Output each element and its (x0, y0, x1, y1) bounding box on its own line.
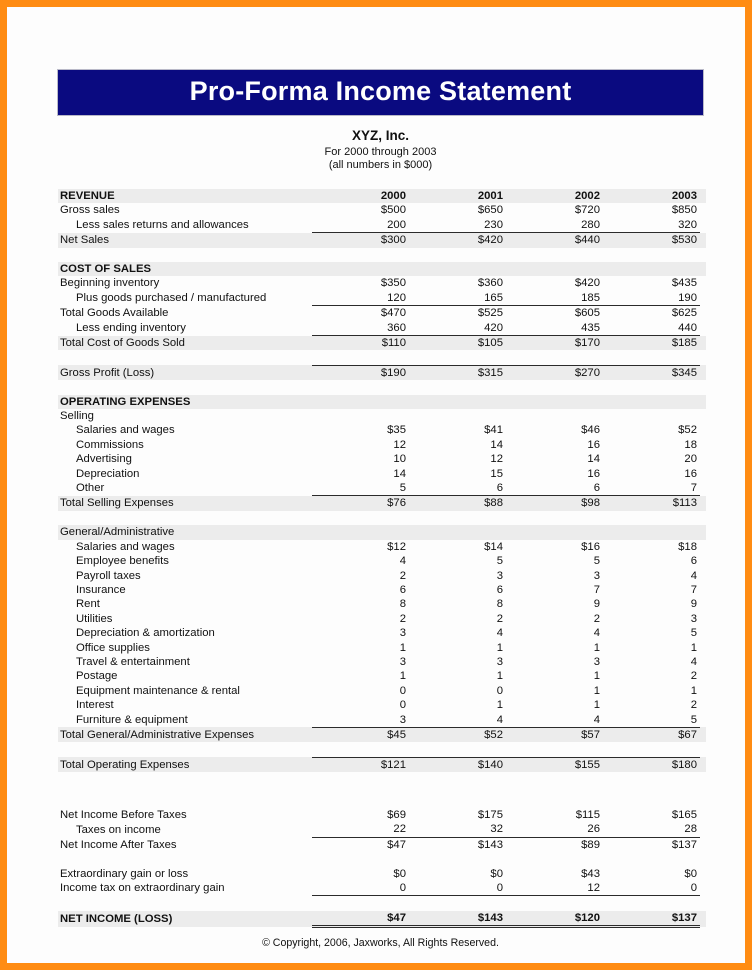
spacer-row (58, 801, 706, 808)
row-label: Utilities (76, 612, 113, 625)
row-label: Income tax on extraordinary gain (60, 882, 225, 895)
row-label: Furniture & equipment (76, 713, 188, 726)
cell-value: 32 (490, 823, 503, 836)
cell-value: 12 (393, 438, 406, 451)
table-row (58, 684, 706, 698)
subtotal-row-total-operating-expenses (58, 757, 706, 772)
row-label: Payroll taxes (76, 569, 141, 582)
cell-value: 26 (587, 823, 600, 836)
cell-value: $57 (506, 727, 603, 742)
spacer-row (58, 852, 706, 866)
cell-value: 1 (690, 641, 697, 654)
cell-value: 15 (490, 467, 503, 480)
subtotal-row-total-goods-available (58, 306, 706, 321)
subtotal-row-total-general-admin (58, 727, 706, 742)
cell-value: 3 (496, 655, 503, 668)
cell-value: 8 (399, 598, 406, 611)
table-row (58, 822, 706, 837)
section-label: OPERATING EXPENSES (58, 395, 312, 409)
cell-value: 360 (387, 321, 406, 334)
cell-value: 6 (399, 583, 406, 596)
cell-value: 10 (393, 453, 406, 466)
cell-value: $420 (574, 277, 600, 290)
cell-value: 4 (496, 713, 503, 726)
cell-value: 22 (393, 823, 406, 836)
cell-value: 1 (496, 699, 503, 712)
cell-value: 0 (399, 699, 406, 712)
cell-value: 2 (399, 612, 406, 625)
cell-value: 3 (496, 569, 503, 582)
row-label: Interest (76, 699, 114, 712)
cell-value: 4 (496, 627, 503, 640)
column-header-2003: 2003 (603, 189, 700, 203)
cell-value: $530 (603, 233, 700, 248)
cell-value: $41 (484, 424, 503, 437)
copyright-notice: © Copyright, 2006, Jaxworks, All Rights Reserved. (262, 937, 499, 950)
row-label: Commissions (76, 438, 144, 451)
cell-value: $45 (312, 727, 409, 742)
cell-value: $12 (387, 540, 406, 553)
cell-value: $605 (506, 306, 603, 321)
cell-value: 230 (484, 218, 503, 231)
cell-value: 6 (496, 583, 503, 596)
cell-value: 16 (587, 467, 600, 480)
cell-value: $14 (484, 540, 503, 553)
cell-value: $850 (671, 204, 697, 217)
cell-value: $500 (380, 204, 406, 217)
cell-value: $143 (409, 911, 506, 927)
cell-value: $140 (409, 757, 506, 772)
cell-value: 1 (399, 670, 406, 683)
cell-value: 1 (593, 684, 600, 697)
cell-value: $315 (409, 365, 506, 380)
row-label: Net Income After Taxes (60, 838, 177, 851)
cell-value: 2 (399, 569, 406, 582)
row-label: Net Sales (58, 233, 312, 248)
row-label: Depreciation & amortization (76, 627, 215, 640)
cell-value: 14 (587, 453, 600, 466)
row-label: Insurance (76, 583, 126, 596)
row-label: Taxes on income (76, 823, 161, 836)
cell-value: 9 (593, 598, 600, 611)
row-label: Salaries and wages (76, 424, 175, 437)
column-header-2001: 2001 (409, 189, 506, 203)
cell-value: $270 (506, 365, 603, 380)
row-label: Total General/Administrative Expenses (58, 727, 312, 742)
cell-value: $76 (312, 496, 409, 511)
table-row (58, 626, 706, 640)
document-page (7, 7, 745, 963)
cell-value: 120 (387, 291, 406, 304)
cell-value: $69 (387, 808, 406, 821)
cell-value: 1 (593, 699, 600, 712)
cell-value: $170 (506, 336, 603, 351)
table-row (58, 321, 706, 336)
spacer-row (58, 772, 706, 786)
row-label: Gross sales (60, 204, 120, 217)
cell-value: 185 (581, 291, 600, 304)
table-row (58, 291, 706, 306)
row-label: Beginning inventory (60, 277, 160, 290)
cell-value: $0 (684, 867, 697, 880)
cell-value: 1 (593, 670, 600, 683)
cell-value: 14 (490, 438, 503, 451)
table-row (58, 218, 706, 233)
cell-value: $420 (409, 233, 506, 248)
cell-value: 200 (387, 218, 406, 231)
row-label: Total Cost of Goods Sold (58, 336, 312, 351)
cell-value: 7 (593, 583, 600, 596)
cell-value: $52 (409, 727, 506, 742)
table-row (58, 583, 706, 597)
row-label: Office supplies (76, 641, 150, 654)
cell-value: 4 (593, 627, 600, 640)
cell-value: 4 (690, 655, 697, 668)
cell-value: 4 (399, 555, 406, 568)
cell-value: $143 (409, 837, 506, 852)
company-name: XYZ, Inc. (351, 128, 409, 143)
cell-value: 6 (496, 482, 503, 495)
cell-value: $52 (678, 424, 697, 437)
page-title: Pro-Forma Income Statement (58, 70, 703, 115)
cell-value: $47 (312, 837, 409, 852)
cell-value: 1 (399, 641, 406, 654)
section-header-cost-of-sales (58, 262, 706, 276)
table-row (58, 452, 706, 466)
cell-value: $137 (603, 837, 700, 852)
cell-value: $440 (506, 233, 603, 248)
cell-value: 0 (399, 881, 406, 894)
cell-value: 3 (399, 713, 406, 726)
cell-value: $650 (477, 204, 503, 217)
row-label: Advertising (76, 453, 132, 466)
subtotal-row-total-selling (58, 496, 706, 511)
cell-value: 1 (496, 641, 503, 654)
cell-value: 0 (496, 684, 503, 697)
cell-value: $345 (603, 365, 700, 380)
table-row (58, 540, 706, 554)
cell-value: $67 (603, 727, 700, 742)
section-header-operating-expenses (58, 395, 706, 409)
table-row (58, 612, 706, 626)
cell-value: 5 (690, 627, 697, 640)
row-label: Less sales returns and allowances (76, 219, 249, 232)
table-row (58, 669, 706, 683)
row-label: Less ending inventory (76, 321, 186, 334)
cell-value: $18 (678, 540, 697, 553)
cell-value: 1 (593, 641, 600, 654)
row-label: Travel & entertainment (76, 655, 190, 668)
cell-value: 6 (593, 482, 600, 495)
section-header-revenue (58, 189, 706, 203)
subsection-header-general-admin (58, 525, 706, 539)
cell-value: $110 (312, 336, 409, 351)
cell-value: $0 (393, 867, 406, 880)
spacer-row (58, 350, 706, 365)
cell-value: $185 (603, 336, 700, 351)
cell-value: 9 (690, 598, 697, 611)
spacer-row (58, 380, 706, 394)
cell-value: 3 (690, 612, 697, 625)
cell-value: $180 (603, 757, 700, 772)
subtotal-row-net-income-after-taxes (58, 837, 706, 852)
cell-value: $115 (575, 808, 600, 821)
cell-value: 5 (399, 482, 406, 495)
table-row (58, 438, 706, 452)
cell-value: 12 (490, 453, 503, 466)
table-row (58, 713, 706, 728)
cell-value: $137 (603, 911, 700, 927)
cell-value: 0 (399, 684, 406, 697)
cell-value: 320 (678, 218, 697, 231)
cell-value: $190 (312, 365, 409, 380)
cell-value: $0 (490, 867, 503, 880)
cell-value: 4 (690, 569, 697, 582)
cell-value: 12 (587, 881, 600, 894)
table-row (58, 203, 706, 217)
cell-value: 0 (690, 881, 697, 894)
row-label: Rent (76, 598, 100, 611)
cell-value: 16 (684, 467, 697, 480)
cell-value: $720 (574, 204, 600, 217)
cell-value: 2 (690, 670, 697, 683)
cell-value: $98 (506, 496, 603, 511)
row-label: Plus goods purchased / manufactured (76, 292, 267, 305)
cell-value: 1 (690, 684, 697, 697)
total-row-net-income (58, 911, 706, 927)
cell-value: 1 (496, 670, 503, 683)
cell-value: 28 (684, 823, 697, 836)
cell-value: 190 (678, 291, 697, 304)
cell-value: $360 (477, 277, 503, 290)
row-label: Postage (76, 670, 118, 683)
row-label: Total Selling Expenses (58, 496, 312, 511)
cell-value: 16 (587, 438, 600, 451)
table-row (58, 597, 706, 611)
cell-value: $46 (581, 424, 600, 437)
row-label: Depreciation (76, 467, 140, 480)
cell-value: 280 (581, 218, 600, 231)
cell-value: 7 (690, 583, 697, 596)
row-label: NET INCOME (LOSS) (58, 911, 312, 927)
spacer-row (58, 742, 706, 757)
row-label: Employee benefits (76, 555, 169, 568)
cell-value: $350 (380, 277, 406, 290)
cell-value: 14 (393, 467, 406, 480)
spacer-row (58, 896, 706, 911)
table-row (58, 867, 706, 881)
cell-value: 4 (593, 713, 600, 726)
period-label: For 2000 through 2003 (324, 146, 437, 158)
row-label: Gross Profit (Loss) (58, 365, 312, 380)
cell-value: 5 (593, 555, 600, 568)
units-label: (all numbers in $000) (328, 159, 433, 171)
cell-value: 5 (690, 713, 697, 726)
income-statement-table (58, 189, 706, 928)
row-label: Equipment maintenance & rental (76, 684, 240, 697)
row-label: Other (76, 482, 105, 495)
row-label: Total Operating Expenses (58, 757, 312, 772)
cell-value: $435 (671, 277, 697, 290)
subtotal-row-gross-profit (58, 365, 706, 380)
cell-value: 0 (496, 881, 503, 894)
column-header-2000: 2000 (312, 189, 409, 203)
row-label: Extraordinary gain or loss (60, 867, 189, 880)
cell-value: 3 (399, 627, 406, 640)
subsection-label: Selling (60, 410, 94, 423)
section-label: COST OF SALES (58, 262, 312, 276)
cell-value: $16 (581, 540, 600, 553)
cell-value: 165 (484, 291, 503, 304)
table-row (58, 554, 706, 568)
table-row (58, 481, 706, 496)
cell-value: $525 (409, 306, 506, 321)
cell-value: 3 (399, 655, 406, 668)
cell-value: 440 (678, 321, 697, 334)
cell-value: 2 (690, 699, 697, 712)
table-row (58, 423, 706, 437)
section-label: REVENUE (58, 189, 312, 203)
cell-value: 2 (593, 612, 600, 625)
income-statement-sheet (58, 70, 703, 949)
cell-value: 5 (496, 555, 503, 568)
table-row (58, 569, 706, 583)
cell-value: 2 (496, 612, 503, 625)
cell-value: $88 (409, 496, 506, 511)
table-row (58, 655, 706, 669)
subsection-label: General/Administrative (58, 525, 312, 539)
subtotal-row-net-sales (58, 233, 706, 248)
cell-value: 18 (684, 438, 697, 451)
column-header-2002: 2002 (506, 189, 603, 203)
cell-value: 8 (496, 598, 503, 611)
cell-value: 6 (690, 555, 697, 568)
cell-value: $470 (312, 306, 409, 321)
cell-value: $300 (312, 233, 409, 248)
cell-value: $47 (312, 911, 409, 927)
cell-value: $89 (506, 837, 603, 852)
table-row (58, 641, 706, 655)
cell-value: $35 (387, 424, 406, 437)
cell-value: $155 (506, 757, 603, 772)
cell-value: $113 (603, 496, 700, 511)
cell-value: 3 (593, 655, 600, 668)
cell-value: $43 (581, 867, 600, 880)
cell-value: 20 (684, 453, 697, 466)
cell-value: 7 (690, 482, 697, 495)
table-row (58, 276, 706, 290)
cell-value: $105 (409, 336, 506, 351)
spacer-row (58, 511, 706, 525)
table-row (58, 808, 706, 822)
cell-value: $120 (506, 911, 603, 927)
row-label: Total Goods Available (60, 306, 169, 319)
cell-value: $121 (312, 757, 409, 772)
cell-value: 3 (593, 569, 600, 582)
row-label: Salaries and wages (76, 540, 175, 553)
cell-value: $175 (477, 808, 503, 821)
cell-value: $625 (603, 306, 700, 321)
cell-value: 435 (581, 321, 600, 334)
cell-value: 420 (484, 321, 503, 334)
spacer-row (58, 248, 706, 262)
table-row (58, 881, 706, 896)
cell-value: $165 (671, 808, 697, 821)
subsection-header-selling (58, 409, 706, 423)
table-row (58, 467, 706, 481)
row-label: Net Income Before Taxes (60, 808, 187, 821)
subtotal-row-total-cogs (58, 336, 706, 351)
spacer-row (58, 787, 706, 801)
table-row (58, 698, 706, 712)
